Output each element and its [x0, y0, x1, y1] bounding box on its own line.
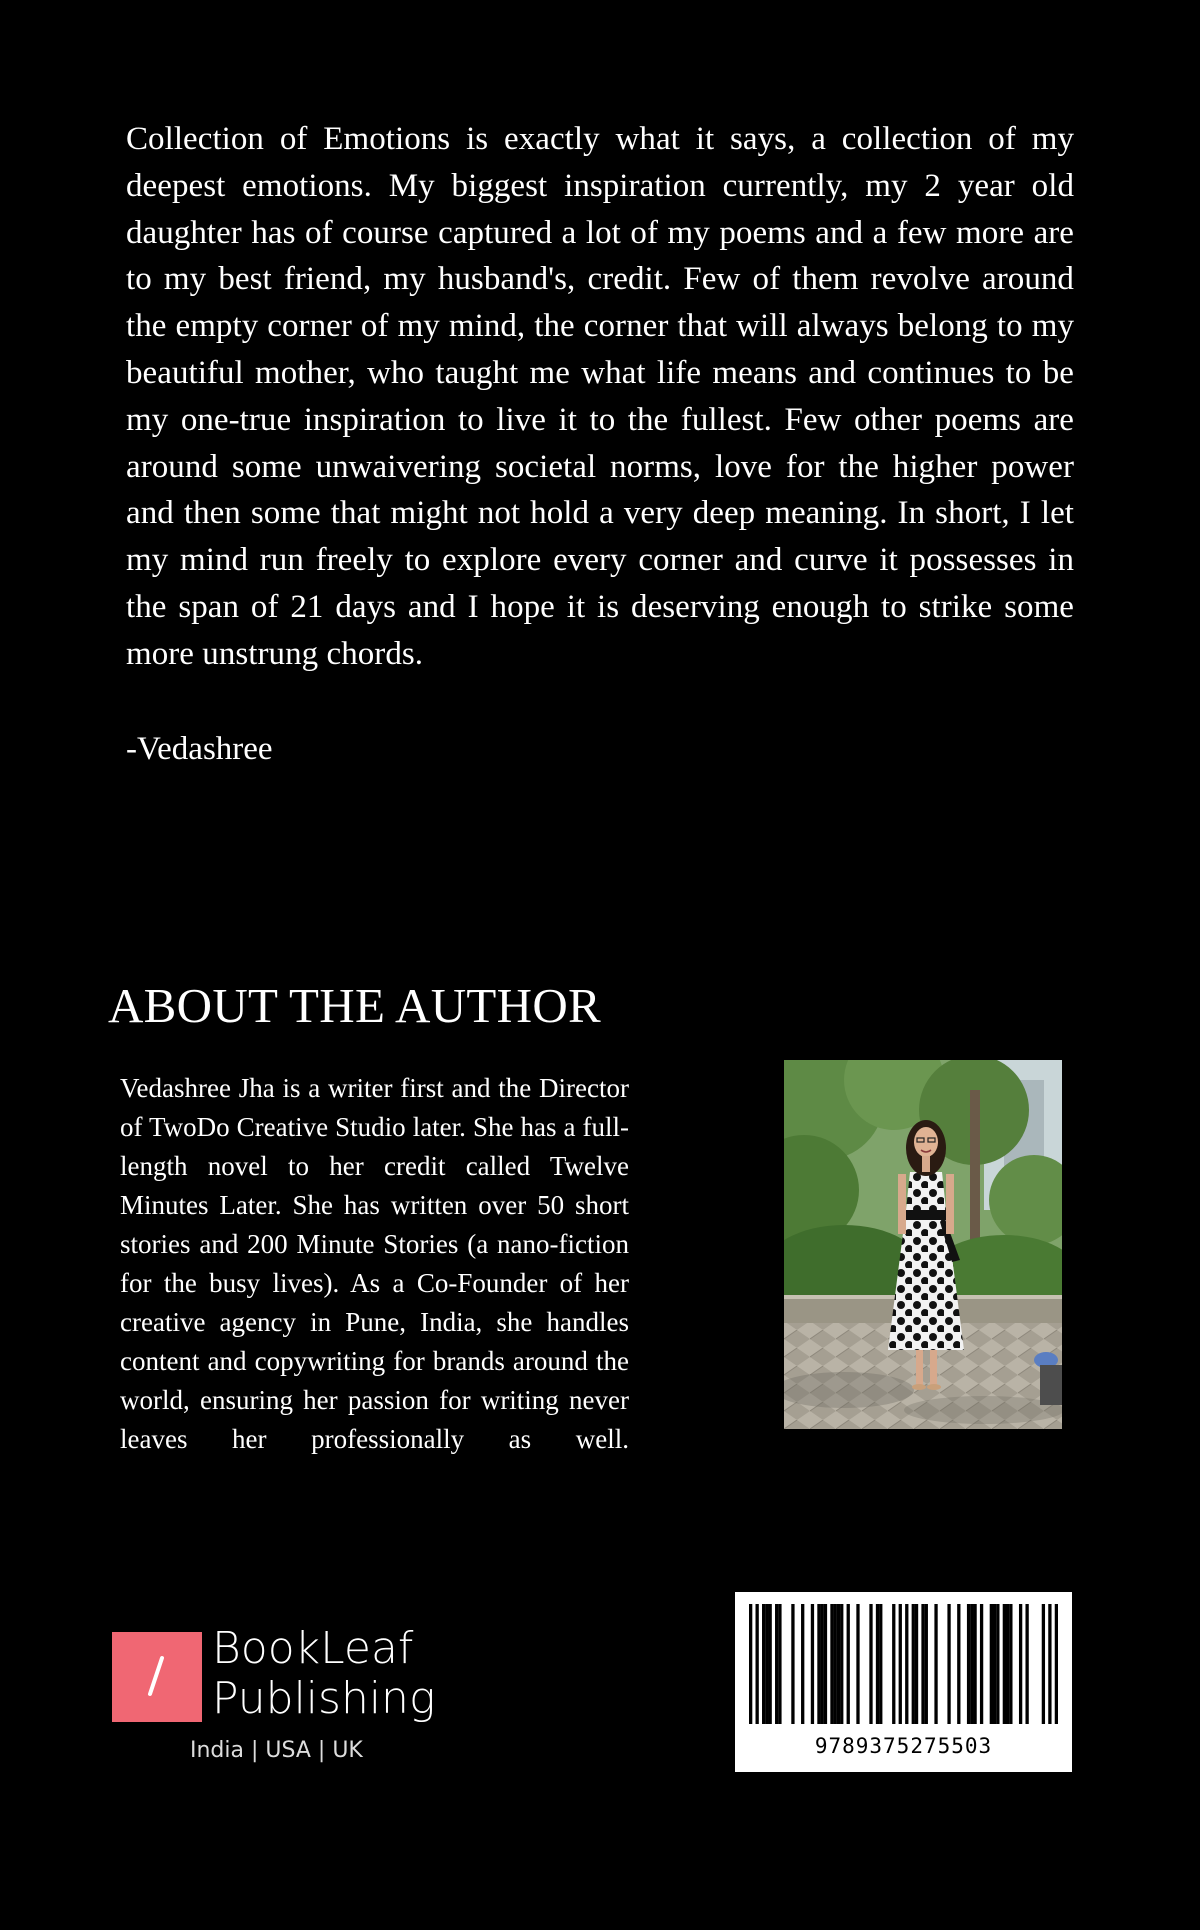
barcode-bar	[905, 1604, 908, 1724]
barcode-bar	[1019, 1604, 1022, 1724]
barcode-bar	[967, 1604, 970, 1724]
barcode-bar	[1025, 1604, 1028, 1724]
barcode-bar	[749, 1604, 752, 1724]
publisher-name-line1: BookLeaf	[212, 1623, 414, 1674]
barcode-bar	[921, 1604, 924, 1724]
barcode-bar	[1003, 1604, 1006, 1724]
barcode-bar	[791, 1604, 794, 1724]
barcode-bar	[993, 1604, 996, 1724]
barcode-bar	[876, 1604, 879, 1724]
barcode-bar	[957, 1604, 960, 1724]
publisher-logo	[112, 1623, 452, 1766]
barcode-bar	[765, 1604, 768, 1724]
barcode-bar	[1048, 1604, 1051, 1724]
barcode-bar	[879, 1604, 882, 1724]
barcode-bar	[817, 1604, 820, 1724]
barcode-bar	[869, 1604, 872, 1724]
barcode-bar	[1042, 1604, 1045, 1724]
barcode-bar	[990, 1604, 993, 1724]
barcode-bar	[840, 1604, 843, 1724]
barcode-bar	[856, 1604, 859, 1724]
barcode-bar	[824, 1604, 827, 1724]
slash-icon	[112, 1632, 202, 1722]
isbn-number: 9789375275503	[814, 1734, 993, 1758]
barcode-bar	[821, 1604, 824, 1724]
barcode-bar	[996, 1604, 999, 1724]
barcode-bar	[801, 1604, 804, 1724]
publisher-name-line2: Publishing	[212, 1673, 436, 1724]
about-the-author-heading: ABOUT THE AUTHOR	[108, 978, 602, 1033]
barcode-bar	[847, 1604, 850, 1724]
barcode-bar	[899, 1604, 902, 1724]
barcode-bar	[892, 1604, 895, 1724]
bookleaf-mark	[112, 1632, 202, 1722]
barcode-bar	[834, 1604, 837, 1724]
barcode-bar	[837, 1604, 840, 1724]
barcode-bar	[925, 1604, 928, 1724]
author-bio: Vedashree Jha is a writer first and the Director of TwoDo Creative Studio later. She has a full-length novel to her credit called Twelve Minutes Later. She has written over 50 short stories and 200 Minute Stories (a nano-fiction for the busy lives). As a Co-Founder of her creative agency in Pune, India, she handles content and copywriting for brands around the world, ensuring her passion for writing never leaves her professionally as well.	[120, 1073, 629, 1454]
barcode-bar	[811, 1604, 814, 1724]
back-cover-blurb: Collection of Emotions is exactly what it says, a collection of my deepest emotions. My biggest inspiration currently, my 2 year old daughter has of course captured a lot of my poems and a few more are to my best friend, my husband's, credit. Few of them revolve around the empty corner of my mind, the corner that will always belong to my beautiful mother, who taught me what life means and continues to be my one-true inspiration to live it to the fullest. Few other poems are around some unwaivering societal norms, love for the higher power and then some that might not hold a very deep meaning. In short, I let my mind run freely to explore every corner and curve it possesses in the span of 21 days and I hope it is deserving enough to strike some more unstrung chords.	[126, 121, 1074, 672]
barcode-bar	[775, 1604, 778, 1724]
barcode-bars	[749, 1604, 1058, 1724]
barcode-bar	[912, 1604, 915, 1724]
barcode-bar	[934, 1604, 937, 1724]
author-photo	[784, 1060, 1062, 1429]
publisher-name	[212, 1624, 435, 1724]
barcode-bar	[1055, 1604, 1058, 1724]
publisher-regions: India | USA | UK	[190, 1738, 363, 1763]
barcode-bar	[769, 1604, 772, 1724]
isbn-barcode	[735, 1592, 1072, 1772]
barcode-bar	[778, 1604, 781, 1724]
barcode-bar	[1006, 1604, 1009, 1724]
barcode-bar	[973, 1604, 976, 1724]
barcode-bar	[947, 1604, 950, 1724]
blurb-signature: -Vedashree	[126, 731, 273, 767]
barcode-bar	[762, 1604, 765, 1724]
barcode-bar	[915, 1604, 918, 1724]
barcode-bar	[1009, 1604, 1012, 1724]
barcode-bar	[970, 1604, 973, 1724]
barcode-bar	[980, 1604, 983, 1724]
barcode-bar	[830, 1604, 833, 1724]
barcode-bar	[756, 1604, 759, 1724]
